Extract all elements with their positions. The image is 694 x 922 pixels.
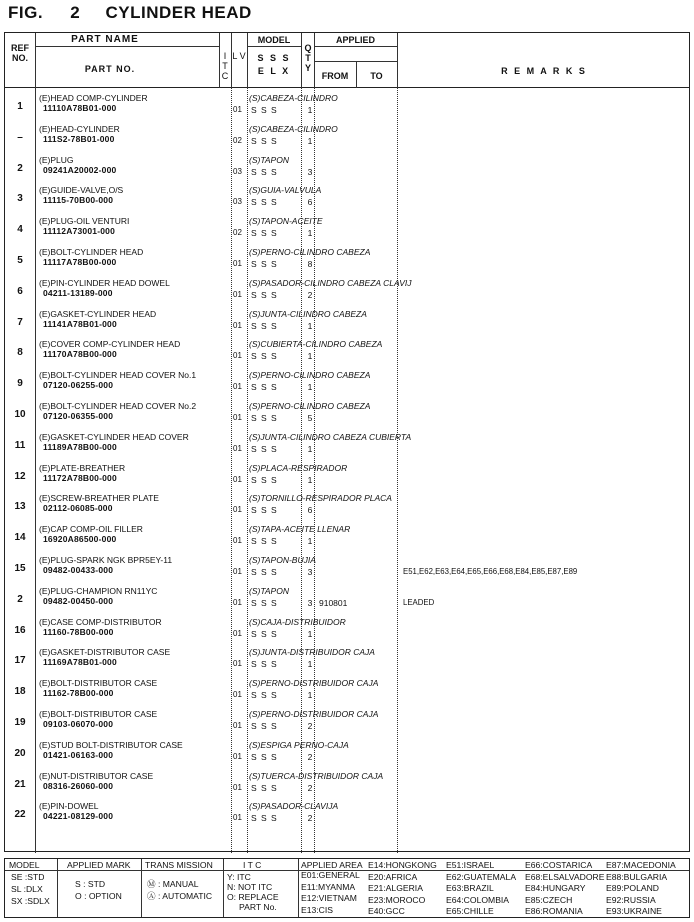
table-row[interactable] <box>5 244 689 275</box>
table-row[interactable] <box>5 706 689 737</box>
legend-area-entry: E13:CIS <box>301 904 334 915</box>
table-row[interactable] <box>5 182 689 213</box>
model-applicability: S S S <box>251 228 278 239</box>
quantity: 1 <box>307 320 313 331</box>
level: 01 <box>233 628 242 638</box>
part-number[interactable]: 04211-13189-000 <box>43 287 113 298</box>
level: 01 <box>233 751 242 761</box>
spanish-name: (S)PASADOR-CLAVIJA <box>249 801 339 812</box>
spanish-name: (S)TORNILLO-RESPIRADOR PLACA <box>249 493 392 504</box>
spanish-name: (S)TAPON-ACEITE <box>249 216 323 227</box>
spanish-name: (S)JUNTA-DISTRIBUIDOR CAJA <box>249 647 375 658</box>
part-number[interactable]: 11117A78B00-000 <box>43 257 117 267</box>
model-applicability: S S S <box>251 413 278 423</box>
spanish-name: (S)TAPON <box>249 154 289 165</box>
model-applicability: S S S <box>251 659 278 670</box>
spanish-name: (S)CABEZA-CILINDRO <box>249 123 338 134</box>
figure-label: FIG. <box>8 3 44 22</box>
legend-area-entry: E14:HONGKONG <box>368 860 437 870</box>
remarks: E51,E62,E63,E64,E65,E66,E68,E84,E85,E87,E89 <box>403 567 578 576</box>
legend-area-entry: E93:UKRAINE <box>606 906 662 916</box>
quantity: 6 <box>307 505 313 516</box>
spanish-name: (S)PERNO-CILINDRO CABEZA <box>249 370 371 381</box>
applied-from: 910801 <box>319 597 348 608</box>
level: 01 <box>233 259 242 268</box>
header-to: TO <box>370 71 383 81</box>
part-number[interactable]: 08316-26060-000 <box>43 780 114 791</box>
table-row[interactable] <box>5 336 689 367</box>
level: 01 <box>233 289 242 299</box>
ref-number: 1 <box>17 101 23 112</box>
ref-number: 9 <box>17 378 23 390</box>
model-applicability: S S S <box>251 505 278 516</box>
model-applicability: S S S <box>251 628 278 639</box>
level: 01 <box>233 536 242 546</box>
legend-area-entry: E20:AFRICA <box>368 871 418 882</box>
ref-number: 18 <box>14 686 26 698</box>
level: 01 <box>233 320 242 330</box>
part-name: (E)COVER COMP-CYLINDER HEAD <box>39 339 181 350</box>
header-from: FROM <box>321 71 349 81</box>
part-number[interactable]: 11141A78B01-000 <box>43 318 117 329</box>
model-applicability: S S S <box>251 443 278 454</box>
spanish-name: (S)TAPON <box>249 585 289 596</box>
part-number[interactable]: 11162-78B00-000 <box>43 688 114 699</box>
table-header <box>5 33 689 88</box>
level: 02 <box>233 135 242 145</box>
spanish-name: (S)JUNTA-CILINDRO CABEZA CUBIERTA <box>249 431 412 442</box>
part-name: (E)PLUG-CHAMPION RN11YC <box>39 585 158 596</box>
ref-number: 15 <box>14 563 26 574</box>
level: 01 <box>233 351 242 361</box>
quantity: 2 <box>307 751 313 762</box>
ref-number: 16 <box>14 624 26 636</box>
quantity: 3 <box>307 166 313 177</box>
header-ref-no: REF NO. <box>11 43 29 63</box>
spanish-name: (S)PLACA-RESPIRADOR <box>249 462 348 473</box>
model-applicability: S S S <box>251 782 278 793</box>
part-number[interactable]: 09103-06070-000 <box>43 719 114 729</box>
legend-table <box>4 858 690 918</box>
level: 02 <box>233 228 242 238</box>
quantity: 6 <box>307 197 313 208</box>
legend-area-entry: E11:MYANMA <box>301 881 356 892</box>
legend-area-entry: E85:CZECH <box>525 894 573 905</box>
ref-number: 10 <box>14 409 26 420</box>
table-row[interactable] <box>5 614 689 645</box>
ref-number: 4 <box>17 224 23 236</box>
part-number[interactable]: 07120-06355-000 <box>43 411 114 421</box>
table-row[interactable] <box>5 675 689 706</box>
ref-number: 22 <box>14 809 26 821</box>
spanish-name: (S)TAPA-ACEITE LLENAR <box>249 524 351 535</box>
legend-area-entry: E64:COLOMBIA <box>446 894 510 905</box>
part-number[interactable]: 16920A86500-000 <box>43 534 117 545</box>
part-name: (E)CASE COMP-DISTRIBUTOR <box>39 616 162 627</box>
part-number[interactable]: 09482-00433-000 <box>43 565 114 575</box>
spanish-name: (S)PASADOR-CILINDRO CABEZA CLAVIJ <box>249 277 412 288</box>
legend-area-entry: E63:BRAZIL <box>446 883 494 893</box>
remarks: LEADED <box>403 597 435 607</box>
spanish-name: (S)GUIA-VALVULA <box>249 185 322 196</box>
part-name: (E)GUIDE-VALVE,O/S <box>39 185 124 196</box>
part-name: (E)STUD BOLT-DISTRIBUTOR CASE <box>39 739 183 750</box>
ref-number: 19 <box>14 717 26 728</box>
legend-area-entry: E23:MOROCO <box>368 894 426 905</box>
legend-trans-manual: Ⓜ : MANUAL <box>147 879 199 889</box>
model-applicability: S S S <box>251 690 278 701</box>
level: 01 <box>233 474 242 484</box>
part-number[interactable]: 11170A78B00-000 <box>43 349 117 360</box>
model-applicability: S S S <box>251 320 278 331</box>
part-name: (E)HEAD COMP-CYLINDER <box>39 93 148 103</box>
quantity: 3 <box>307 567 313 577</box>
table-row[interactable] <box>5 121 689 152</box>
legend-itc-part-no: PART No. <box>239 902 277 912</box>
ref-number: 5 <box>17 255 23 266</box>
table-row[interactable] <box>5 90 689 121</box>
ref-number: 20 <box>14 747 26 759</box>
table-row[interactable] <box>5 306 689 337</box>
ref-number: – <box>17 131 23 143</box>
spanish-name: (S)TUERCA-DISTRIBUIDOR CAJA <box>249 770 384 781</box>
part-number[interactable]: 09241A20002-000 <box>43 164 117 175</box>
table-row[interactable] <box>5 398 689 429</box>
table-row[interactable] <box>5 213 689 244</box>
legend-area-entry: E62:GUATEMALA <box>446 871 517 882</box>
quantity: 2 <box>307 813 313 824</box>
ref-number: 8 <box>17 347 23 359</box>
quantity: 1 <box>307 659 313 670</box>
model-applicability: S S S <box>251 813 278 824</box>
quantity: 1 <box>307 105 313 115</box>
model-applicability: S S S <box>251 259 278 269</box>
ref-number: 3 <box>17 193 23 205</box>
model-applicability: S S S <box>251 351 278 362</box>
quantity: 1 <box>307 628 313 639</box>
legend-model-se: SE :STD <box>11 872 45 882</box>
table-row[interactable] <box>5 152 689 183</box>
part-number[interactable]: 11169A78B01-000 <box>43 657 117 668</box>
part-name: (E)GASKET-CYLINDER HEAD <box>39 308 157 319</box>
part-name: (E)PLUG-SPARK NGK BPR5EY-11 <box>39 555 173 565</box>
part-number[interactable]: 01421-06163-000 <box>43 749 114 760</box>
part-name: (E)BOLT-CYLINDER HEAD <box>39 247 144 257</box>
model-applicability: S S S <box>251 289 278 300</box>
spanish-name: (S)CAJA-DISTRIBUIDOR <box>249 616 346 627</box>
ref-number: 11 <box>14 439 26 451</box>
part-number[interactable]: 111S2-78B01-000 <box>43 133 115 144</box>
part-number[interactable]: 11160-78B00-000 <box>43 626 114 637</box>
model-applicability: S S S <box>251 536 278 547</box>
quantity: 1 <box>307 382 313 393</box>
legend-itc-n: N: NOT ITC <box>227 882 273 892</box>
model-applicability: S S S <box>251 382 278 393</box>
model-applicability: S S S <box>251 135 278 146</box>
part-name: (E)BOLT-DISTRIBUTOR CASE <box>39 709 158 719</box>
figure-number: 2 <box>70 3 81 22</box>
model-applicability: S S S <box>251 721 278 731</box>
legend-header-area: APPLIED AREA <box>301 860 363 870</box>
part-name: (E)NUT-DISTRIBUTOR CASE <box>39 770 154 781</box>
legend-area-entry: E92:RUSSIA <box>606 894 656 905</box>
quantity: 3 <box>307 597 313 608</box>
table-row[interactable] <box>5 275 689 306</box>
header-lv: L V <box>232 51 246 61</box>
level: 01 <box>233 721 242 730</box>
ref-number: 6 <box>17 285 23 297</box>
spanish-name: (S)CUBIERTA-CILINDRO CABEZA <box>249 339 383 350</box>
part-number[interactable]: 11110A78B01-000 <box>43 103 117 113</box>
model-applicability: S S S <box>251 474 278 485</box>
part-name: (E)SCREW-BREATHER PLATE <box>39 493 159 504</box>
figure-name: CYLINDER HEAD <box>105 3 252 22</box>
figure-title <box>8 3 252 23</box>
table-row[interactable] <box>5 737 689 768</box>
spanish-name: (S)TAPON-BUJIA <box>249 555 316 565</box>
ref-number: 2 <box>17 162 23 174</box>
part-number[interactable]: 04221-08129-000 <box>43 811 114 822</box>
level: 01 <box>233 659 242 669</box>
part-name: (E)GASKET-CYLINDER HEAD COVER <box>39 431 189 442</box>
legend-area-entry: E86:ROMANIA <box>525 906 583 916</box>
model-applicability: S S S <box>251 105 278 115</box>
part-name: (E)PLATE-BREATHER <box>39 462 126 473</box>
level: 01 <box>233 782 242 792</box>
level: 01 <box>233 413 242 422</box>
header-qty: Q T Y <box>304 43 312 73</box>
part-number[interactable]: 07120-06255-000 <box>43 380 114 391</box>
level: 01 <box>233 443 242 453</box>
level: 01 <box>233 813 242 823</box>
spanish-name: (S)CABEZA-CILINDRO <box>249 93 338 103</box>
model-applicability: S S S <box>251 166 278 177</box>
header-model-codes-2: E L X <box>257 66 291 76</box>
ref-number: 17 <box>14 655 26 667</box>
legend-area-entry: E66:COSTARICA <box>525 860 593 870</box>
legend-area-entry: E89:POLAND <box>606 883 660 893</box>
part-name: (E)PIN-CYLINDER HEAD DOWEL <box>39 277 170 288</box>
legend-model-sx: SX :SDLX <box>11 896 50 906</box>
ref-number: 13 <box>14 501 26 513</box>
level: 01 <box>233 597 242 607</box>
level: 03 <box>233 166 242 176</box>
legend-area-entry: E88:BULGARIA <box>606 871 668 882</box>
header-part-no: PART NO. <box>84 64 136 74</box>
legend-itc-y: Y: ITC <box>227 872 251 882</box>
quantity: 1 <box>307 351 313 362</box>
legend-area-entry: E68:ELSALVADORE <box>525 871 605 882</box>
level: 03 <box>233 197 242 207</box>
part-name: (E)CAP COMP-OIL FILLER <box>39 524 143 535</box>
part-number[interactable]: 11189A78B00-000 <box>43 441 117 452</box>
legend-model-sl: SL :DLX <box>11 884 43 894</box>
level: 01 <box>233 382 242 392</box>
level: 01 <box>233 567 242 576</box>
ref-number: 2 <box>17 593 23 605</box>
quantity: 2 <box>307 289 313 300</box>
legend-mark-option: O : OPTION <box>75 891 122 901</box>
part-name: (E)BOLT-CYLINDER HEAD COVER No.2 <box>39 401 197 411</box>
header-part-name: PART NAME <box>71 34 139 45</box>
legend-header-model: MODEL <box>9 860 40 870</box>
part-name: (E)PLUG <box>39 154 74 165</box>
spanish-name: (S)PERNO-CILINDRO CABEZA <box>249 401 371 411</box>
legend-header-transmission: TRANS MISSION <box>145 860 213 870</box>
header-applied: APPLIED <box>335 35 375 45</box>
part-name: (E)BOLT-CYLINDER HEAD COVER No.1 <box>39 370 197 381</box>
quantity: 1 <box>307 536 313 547</box>
level: 01 <box>233 505 242 515</box>
table-row[interactable] <box>5 367 689 398</box>
part-number[interactable]: 02112-06085-000 <box>43 503 113 514</box>
header-itc: I T C <box>221 51 229 81</box>
part-name: (E)GASKET-DISTRIBUTOR CASE <box>39 647 171 658</box>
ref-number: 12 <box>14 470 26 482</box>
model-applicability: S S S <box>251 751 278 762</box>
level: 01 <box>233 105 242 114</box>
quantity: 2 <box>307 782 313 793</box>
model-applicability: S S S <box>251 567 278 577</box>
legend-area-entry: E84:HUNGARY <box>525 883 586 893</box>
quantity: 5 <box>307 413 313 423</box>
quantity: 1 <box>307 228 313 239</box>
table-row[interactable] <box>5 521 689 552</box>
parts-table <box>4 32 690 852</box>
header-model-codes: S S S <box>257 53 291 63</box>
table-row[interactable] <box>5 460 689 491</box>
part-name: (E)BOLT-DISTRIBUTOR CASE <box>39 678 158 689</box>
table-row[interactable] <box>5 644 689 675</box>
ref-number: 21 <box>14 778 26 790</box>
part-number[interactable]: 11112A73001-000 <box>43 226 116 237</box>
part-name: (E)PIN-DOWEL <box>39 801 99 812</box>
legend-area-entry: E21:ALGERIA <box>368 883 423 893</box>
legend-area-entry: E51:ISRAEL <box>446 860 495 870</box>
legend-area-entry: E87:MACEDONIA <box>606 860 676 870</box>
model-applicability: S S S <box>251 197 278 208</box>
legend-trans-automatic: Ⓐ : AUTOMATIC <box>147 891 213 901</box>
spanish-name: (S)PERNO-DISTRIBUIDOR CAJA <box>249 709 379 719</box>
quantity: 1 <box>307 474 313 485</box>
ref-number: 14 <box>14 532 26 544</box>
spanish-name: (S)JUNTA-CILINDRO CABEZA <box>249 308 367 319</box>
ref-number: 7 <box>17 316 23 328</box>
part-number[interactable]: 11115-70B00-000 <box>43 195 114 206</box>
legend-area-entry: E01:GENERAL <box>301 870 360 880</box>
quantity: 1 <box>307 443 313 454</box>
header-remarks: R E M A R K S <box>501 66 587 76</box>
spanish-name: (S)PERNO-DISTRIBUIDOR CAJA <box>249 678 379 689</box>
spanish-name: (S)PERNO-CILINDRO CABEZA <box>249 247 371 257</box>
legend-area-entry: E40:GCC <box>368 906 405 916</box>
legend-area-entry: E12:VIETNAM <box>301 893 357 903</box>
legend-area-entry: E65:CHILLE <box>446 906 494 916</box>
part-number[interactable]: 09482-00450-000 <box>43 595 114 606</box>
quantity: 8 <box>307 259 313 269</box>
header-model: MODEL <box>257 35 291 45</box>
quantity: 2 <box>307 721 313 731</box>
table-row[interactable] <box>5 768 689 799</box>
table-row[interactable] <box>5 583 689 614</box>
part-name: (E)HEAD-CYLINDER <box>39 123 120 134</box>
spanish-name: (S)ESPIGA PERNO-CAJA <box>249 739 349 750</box>
legend-mark-std: S : STD <box>75 879 106 889</box>
legend-header-itc: I T C <box>243 860 262 870</box>
part-name: (E)PLUG-OIL VENTURI <box>39 216 130 227</box>
table-row[interactable] <box>5 552 689 583</box>
table-row[interactable] <box>5 429 689 460</box>
level: 01 <box>233 690 242 700</box>
legend-header-applied-mark: APPLIED MARK <box>67 860 131 870</box>
quantity: 1 <box>307 135 313 146</box>
table-row[interactable] <box>5 490 689 521</box>
model-applicability: S S S <box>251 597 278 608</box>
legend-itc-o: O: REPLACE <box>227 892 279 902</box>
table-row[interactable] <box>5 798 689 829</box>
quantity: 1 <box>307 690 313 701</box>
part-number[interactable]: 11172A78B00-000 <box>43 472 117 483</box>
